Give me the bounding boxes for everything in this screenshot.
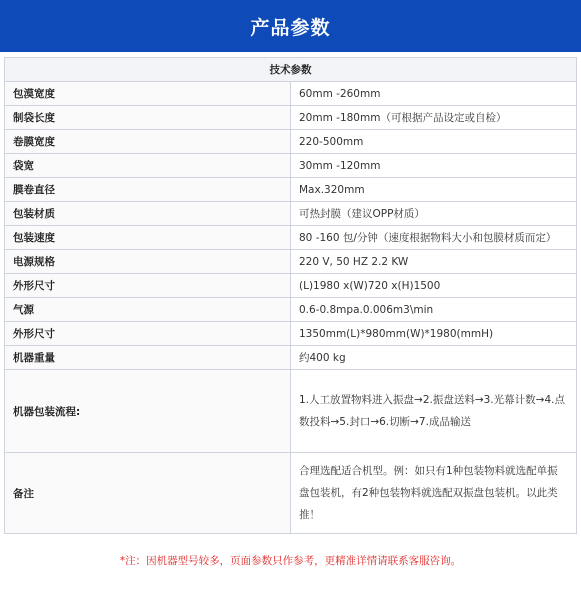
row-value: (L)1980 x(W)720 x(H)1500 [291, 274, 577, 298]
row-value: 可热封膜（建议OPP材质） [291, 202, 577, 226]
row-label: 袋宽 [5, 154, 291, 178]
row-value: 220 V, 50 HZ 2.2 KW [291, 250, 577, 274]
table-row [5, 106, 577, 130]
row-label: 备注 [5, 453, 291, 534]
row-label: 制袋长度 [5, 106, 291, 130]
table-row [5, 298, 577, 322]
row-label: 膜卷直径 [5, 178, 291, 202]
table-row [5, 154, 577, 178]
page-title: 产品参数 [250, 16, 331, 39]
table-row [5, 250, 577, 274]
section-title: 技术参数 [5, 58, 577, 82]
table-row [5, 202, 577, 226]
page-header [0, 0, 581, 52]
row-value: 0.6-0.8mpa.0.006m3\min [291, 298, 577, 322]
table-row [5, 322, 577, 346]
row-value: 1.人工放置物料进入振盘→2.振盘送料→3.光幕计数→4.点数投料→5.封口→6.切断→7.成品输送 [291, 370, 577, 453]
row-label: 机器包装流程: [5, 370, 291, 453]
row-label: 包装速度 [5, 226, 291, 250]
row-label: 外形尺寸 [5, 322, 291, 346]
row-label: 包装材质 [5, 202, 291, 226]
row-label: 机器重量 [5, 346, 291, 370]
row-label: 气源 [5, 298, 291, 322]
table-row [5, 346, 577, 370]
row-value: 约400 kg [291, 346, 577, 370]
row-value: 80 -160 包/分钟（速度根据物料大小和包膜材质而定） [291, 226, 577, 250]
table-row [5, 130, 577, 154]
spec-table-container [4, 57, 577, 534]
row-value: 1350mm(L)*980mm(W)*1980(mmH) [291, 322, 577, 346]
footer-note: *注：因机器型号较多，页面参数只作参考，更精准详情请联系客服咨询。 [119, 555, 462, 567]
table-row [5, 82, 577, 106]
row-value: 60mm -260mm [291, 82, 577, 106]
table-row [5, 178, 577, 202]
row-label: 卷膜宽度 [5, 130, 291, 154]
row-value: Max.320mm [291, 178, 577, 202]
section-header-row [5, 58, 577, 82]
table-row [5, 370, 577, 453]
row-value: 20mm -180mm（可根据产品设定或自检） [291, 106, 577, 130]
row-label: 包漠宽度 [5, 82, 291, 106]
table-row [5, 226, 577, 250]
row-label: 电源规格 [5, 250, 291, 274]
row-label: 外形尺寸 [5, 274, 291, 298]
spec-table [4, 57, 577, 534]
table-row [5, 274, 577, 298]
row-value: 30mm -120mm [291, 154, 577, 178]
row-value: 合理选配适合机型。例：如只有1种包装物料就选配单振盘包装机，有2种包装物料就选配双振盘包装机。以此类推！ [291, 453, 577, 534]
table-row [5, 453, 577, 534]
row-value: 220-500mm [291, 130, 577, 154]
